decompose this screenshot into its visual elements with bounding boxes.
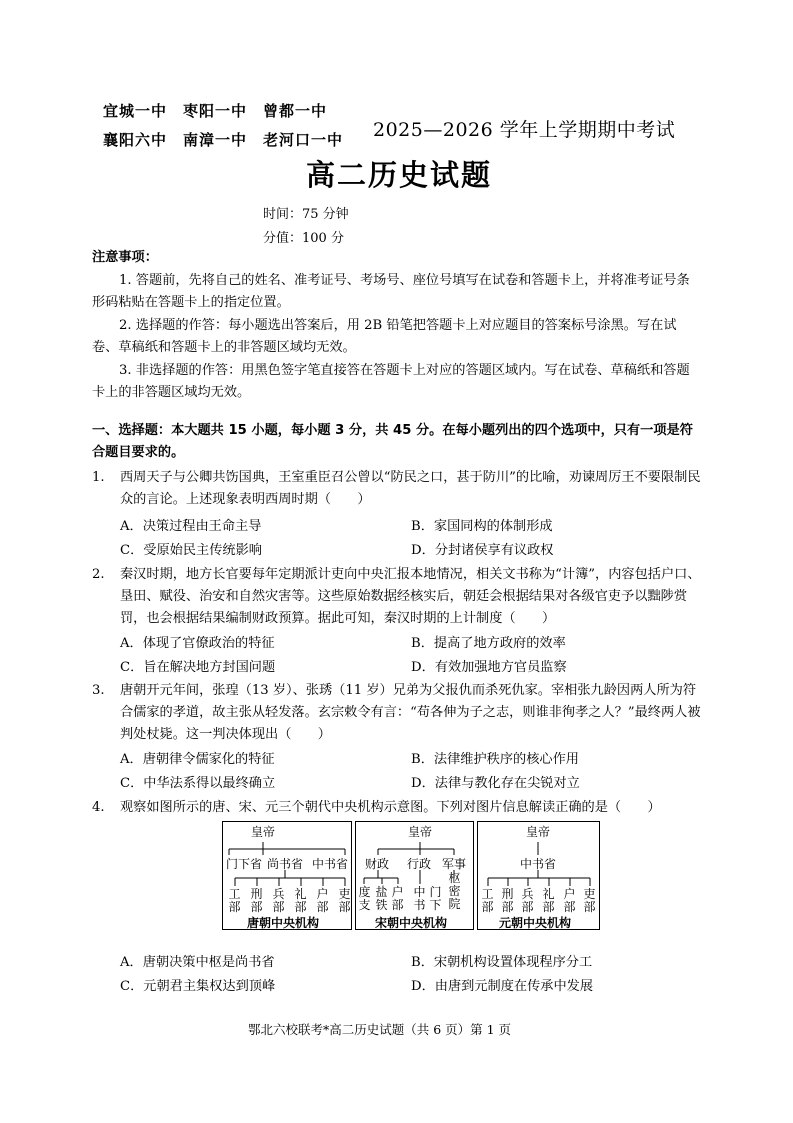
military-label: 军事 <box>442 857 467 871</box>
office-label: 度支 <box>358 885 371 912</box>
schools-line-2: 襄阳六中 南漳一中 老河口一中 <box>103 131 344 149</box>
page-footer: 鄂北六校联考*高二历史试题（共 6 页）第 1 页 <box>248 1022 512 1037</box>
emperor-label: 皇帝 <box>408 825 433 839</box>
notice-item: 2. 选择题的作答：每小题选出答案后，用 2B 铅笔把答题卡上对应题目的答案标号涂黑。写在试卷、草稿纸和答题卡上的非答题区域均无效。 <box>92 318 677 355</box>
yuan-structure-panel <box>477 821 600 930</box>
option-a: A．体现了官僚政治的特征 <box>120 636 275 651</box>
administration-label: 行政 <box>407 857 432 871</box>
zhongshu-label: 中书省 <box>312 857 349 871</box>
option-d: D．法律与教化存在尖锐对立 <box>411 776 580 791</box>
option-a: A．唐朝律令儒家化的特征 <box>120 752 275 767</box>
notice-item: 1. 答题前，先将自己的姓名、准考证号、考场号、座位号填写在试卷和答题卡上，并将准考证号条形码粘贴在答题卡上的指定位置。 <box>92 273 690 310</box>
option-d: D．有效加强地方官员监察 <box>411 660 567 675</box>
ministry-label: 兵部 <box>272 887 285 914</box>
song-structure-panel <box>355 821 474 930</box>
ministry-label: 户部 <box>316 887 329 914</box>
question-number: 2. <box>92 567 105 582</box>
ministry-label: 吏部 <box>338 887 351 914</box>
option-d: D．分封诸侯享有议政权 <box>411 543 554 558</box>
option-c: C．受原始民主传统影响 <box>120 543 262 558</box>
song-caption: 宋朝中央机构 <box>375 916 448 930</box>
shangshu-label: 尚书省 <box>267 857 304 871</box>
tang-structure-panel <box>222 821 352 930</box>
section-heading: 一、选择题：本大题共 15 小题，每小题 3 分，共 45 分。在每小题列出的四个选项中，只有一项是符合题目要求的。 <box>92 423 693 460</box>
office-label: 盐铁 <box>375 885 388 912</box>
emperor-label: 皇帝 <box>526 825 551 839</box>
notice-item: 3. 非选择题的作答：用黑色签字笔直接答在答题卡上对应的答题区域内。写在试卷、草稿纸和答题卡上的非答题区域均无效。 <box>92 363 690 400</box>
option-c: C．中华法系得以最终确立 <box>120 776 276 791</box>
question-stem: 观察如图所示的唐、宋、元三个朝代中央机构示意图。下列对图片信息解读正确的是（ ） <box>120 800 661 815</box>
question-number: 3. <box>92 683 105 698</box>
office-label: 户部 <box>391 885 404 912</box>
tang-connector-lines <box>223 822 351 929</box>
ministry-label: 工部 <box>228 887 241 914</box>
emperor-label: 皇帝 <box>251 825 276 839</box>
ministry-label: 刑部 <box>501 887 514 914</box>
yuan-caption: 元朝中央机构 <box>499 916 572 930</box>
ministry-label: 礼部 <box>294 887 307 914</box>
office-label: 中书 <box>413 885 426 912</box>
shumiyuan-label: 枢密院 <box>448 871 461 911</box>
option-c: C．元朝君主集权达到顶峰 <box>120 979 276 994</box>
option-b: B．宋朝机构设置体现程序分工 <box>411 955 593 970</box>
office-label: 门下 <box>429 885 442 912</box>
question-stem: 西周天子与公卿共饬国典，王室重臣召公曾以“防民之口，甚于防川”的比喻，劝谏周厉王不要限制民众的言论。上述现象表明西周时期（ ） <box>120 470 701 507</box>
question-stem: 唐朝开元年间，张瑝（13 岁）、张琇（11 岁）兄弟为父报仇而杀死仇家。宰相张九龄因两人所为符合儒家的孝道，故主张从轻发落。玄宗敕令有言：“苟各伸为子之志，则谁非徇孝之人？”最终两人被判处杖毙。这一判决体现出（ ） <box>120 683 701 742</box>
option-c: C．旨在解决地方封国问题 <box>120 660 276 675</box>
zhongshu-label: 中书省 <box>520 857 557 871</box>
ministry-label: 户部 <box>563 887 576 914</box>
ministry-label: 兵部 <box>521 887 534 914</box>
finance-label: 财政 <box>365 857 390 871</box>
ministry-label: 工部 <box>481 887 494 914</box>
schools-line-1: 宜城一中 枣阳一中 曾都一中 <box>103 102 328 120</box>
menxia-label: 门下省 <box>226 857 263 871</box>
question-number: 4. <box>92 800 105 815</box>
option-b: B．法律维护秩序的核心作用 <box>411 752 579 767</box>
ministry-label: 吏部 <box>583 887 596 914</box>
option-b: B．家国同构的体制形成 <box>411 519 553 534</box>
tang-caption: 唐朝中央机构 <box>247 916 320 930</box>
ministry-label: 礼部 <box>542 887 555 914</box>
question-number: 1. <box>92 470 105 485</box>
option-a: A．唐朝决策中枢是尚书省 <box>120 955 275 970</box>
question-stem: 秦汉时期，地方长官要每年定期派计吏向中央汇报本地情况，相关文书称为“计簿”，内容包括户口、垦田、赋役、治安和自然灾害等。这些原始数据经核实后，朝廷会根据结果对各级官吏予以黜陟赏罚，也会根据结果编制财政预算。据此可知，秦汉时期的上计制度（ ） <box>120 567 701 626</box>
option-a: A．决策过程由王命主导 <box>120 519 262 534</box>
option-b: B．提高了地方政府的效率 <box>411 636 566 651</box>
notice-heading: 注意事项： <box>92 250 158 265</box>
ministry-label: 刑部 <box>250 887 263 914</box>
exam-score: 分值：100 分 <box>263 231 344 246</box>
option-d: D．由唐到元制度在传承中发展 <box>411 979 594 994</box>
page-title: 高二历史试题 <box>306 158 493 192</box>
exam-time: 时间：75 分钟 <box>263 207 349 222</box>
exam-name: 2025—2026 学年上学期期中考试 <box>373 119 676 141</box>
